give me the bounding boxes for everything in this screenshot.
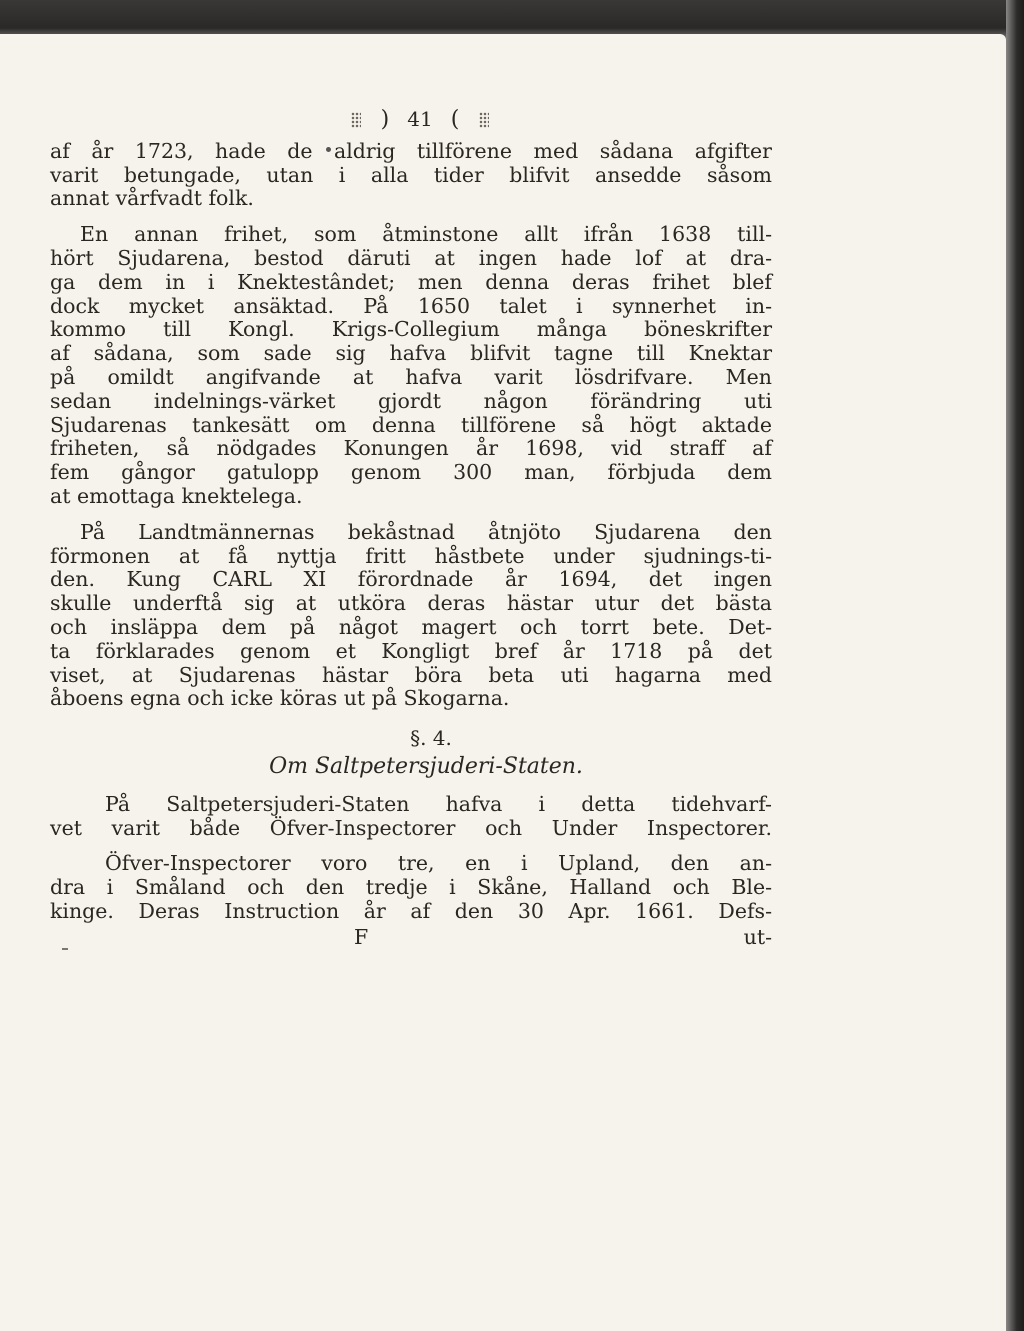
text-line: viset, at Sjudarenas hästar böra beta uti hagarna med bbox=[50, 662, 772, 687]
text-line: vet varit både Öfver-Inspectorer och Under Inspectorer. bbox=[50, 815, 772, 840]
text-line: och insläppa dem på något magert och torrt bete. Det- bbox=[50, 614, 772, 639]
text-line: förmonen at få nyttja fritt håstbete under sjudnings-ti- bbox=[50, 543, 772, 568]
text-line: annat vårfvadt folk. bbox=[50, 186, 254, 211]
text-line: på omildt angifvande at hafva varit lösdrifvare. Men bbox=[50, 364, 772, 389]
text-line: Sjudarenas tankesätt om denna tillförene så högt aktade bbox=[50, 412, 772, 437]
signature-mark: F bbox=[354, 924, 369, 949]
text-line: sedan indelnings-värket gjordt någon förändring uti bbox=[50, 388, 772, 413]
header-left-paren: ) bbox=[380, 107, 390, 132]
text-line: at emottaga knektelega. bbox=[50, 483, 303, 508]
header-right-paren: ( bbox=[450, 107, 460, 132]
text-line: dra i Småland och den tredje i Skåne, Halland och Ble- bbox=[50, 875, 772, 900]
text-line: af år 1723, hade de aldrig tillförene med sådana afgifter bbox=[50, 138, 772, 163]
ornament-right-icon bbox=[477, 109, 491, 131]
text-line: dock mycket ansäktad. På 1650 talet i synnerhet in- bbox=[50, 293, 772, 318]
text-line: skulle underftå sig at utköra deras hästar utur det bästa bbox=[50, 591, 772, 616]
text-line: På Saltpetersjuderi-Staten hafva i detta tidehvarf- bbox=[105, 791, 772, 816]
text-line: Öfver-Inspectorer voro tre, en i Upland, den an- bbox=[105, 851, 772, 876]
text-line: En annan frihet, som åtminstone allt ifrån 1638 till- bbox=[80, 222, 772, 247]
text-line: friheten, så nödgades Konungen år 1698, vid straff af bbox=[50, 436, 772, 461]
paragraph-2 bbox=[50, 223, 772, 509]
section-number: §. 4. bbox=[410, 726, 452, 751]
ornament-left-icon bbox=[349, 109, 363, 131]
paragraph-4 bbox=[50, 793, 772, 841]
text-line: ga dem in i Knektestândet; men denna deras frihet blef bbox=[50, 269, 772, 294]
paragraph-1 bbox=[50, 140, 772, 211]
page-number: 41 bbox=[407, 107, 433, 131]
catchword-line bbox=[50, 926, 772, 950]
paragraph-3 bbox=[50, 521, 772, 711]
paragraph-5 bbox=[50, 852, 772, 923]
text-line: varit betungade, utan i alla tider blifvit ansedde såsom bbox=[50, 162, 772, 187]
text-line: På Landtmännernas bekåstnad åtnjöto Sjudarena den bbox=[80, 519, 772, 544]
section-title: Om Saltpetersjuderi-Staten. bbox=[269, 753, 583, 779]
text-line: kommo till Kongl. Krigs-Collegium många böneskrifter bbox=[50, 317, 772, 342]
text-line: hört Sjudarena, bestod däruti at ingen hade lof at dra- bbox=[50, 245, 772, 270]
text-line: fem gångor gatulopp genom 300 man, förbjuda dem bbox=[50, 460, 772, 485]
text-line: den. Kung CARL XI förordnade år 1694, det ingen bbox=[50, 567, 772, 592]
running-header bbox=[240, 108, 600, 132]
page-content bbox=[50, 108, 772, 950]
text-line: kinge. Deras Instruction år af den 30 Apr. 1661. Defs- bbox=[50, 898, 772, 923]
catchword: ut- bbox=[743, 924, 772, 949]
text-line: åboens egna och icke köras ut på Skogarna. bbox=[50, 686, 510, 711]
text-line: ta förklarades genom et Kongligt bref år 1718 på det bbox=[50, 638, 772, 663]
scan-border-right bbox=[1006, 0, 1024, 1331]
text-line: af sådana, som sade sig hafva blifvit tagne till Knektar bbox=[50, 341, 772, 366]
